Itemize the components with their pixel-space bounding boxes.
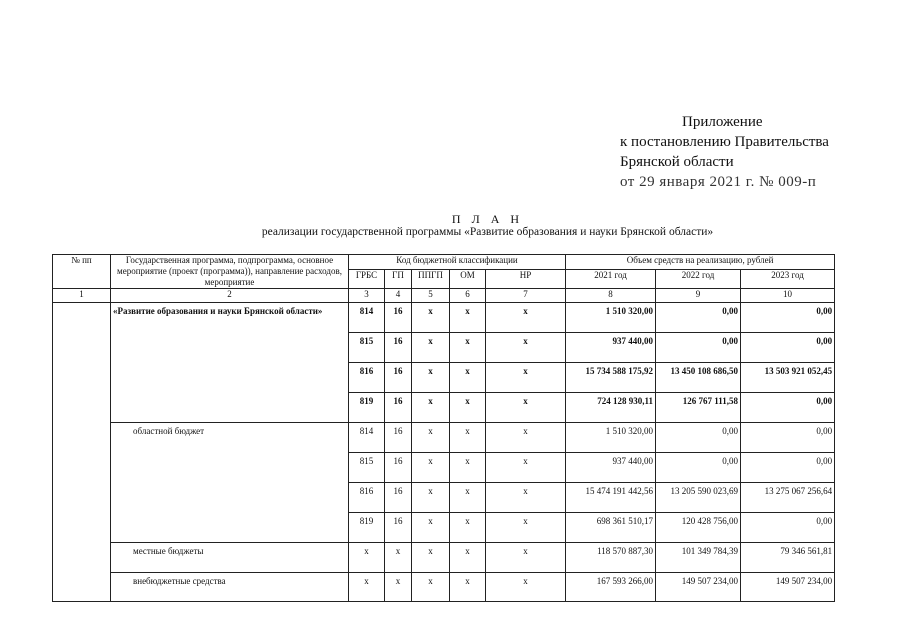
gp-cell: 16 — [385, 483, 412, 513]
nr-cell: х — [486, 423, 566, 453]
ppgp-cell: х — [412, 393, 450, 423]
amount-2022: 0,00 — [656, 423, 741, 453]
amount-2023: 0,00 — [741, 423, 835, 453]
header-om: ОМ — [450, 269, 486, 288]
amount-2023: 13 275 067 256,64 — [741, 483, 835, 513]
amount-2021: 118 570 887,30 — [566, 543, 656, 573]
amount-2022: 0,00 — [656, 333, 741, 363]
om-cell: х — [450, 483, 486, 513]
gp-cell: 16 — [385, 453, 412, 483]
ppgp-cell: х — [412, 303, 450, 333]
col-number: 6 — [450, 289, 486, 303]
gp-cell: 16 — [385, 333, 412, 363]
table-row — [53, 423, 835, 453]
row-number-cell — [53, 303, 111, 602]
header-2022: 2022 год — [656, 269, 741, 288]
amount-2021: 937 440,00 — [566, 333, 656, 363]
plan-title: П Л А Н — [451, 212, 524, 226]
gp-cell: 16 — [385, 393, 412, 423]
grbs-cell: х — [349, 573, 385, 602]
amount-2021: 724 128 930,11 — [566, 393, 656, 423]
amount-2023: 0,00 — [741, 393, 835, 423]
grbs-cell: 814 — [349, 303, 385, 333]
appendix-date-number: от 29 января 2021 г. № 009-п — [620, 174, 817, 190]
om-cell: х — [450, 513, 486, 543]
col-number: 7 — [486, 289, 566, 303]
om-cell: х — [450, 423, 486, 453]
plan-subtitle: реализации государственной программы «Развитие образования и науки Брянской области» — [261, 226, 714, 238]
nr-cell: х — [486, 543, 566, 573]
program-label: «Развитие образования и науки Брянской области» — [111, 303, 349, 423]
amount-2022: 120 428 756,00 — [656, 513, 741, 543]
header-2023: 2023 год — [741, 269, 835, 288]
amount-2023: 0,00 — [741, 333, 835, 363]
gp-cell: 16 — [385, 423, 412, 453]
program-label: местные бюджеты — [111, 543, 349, 573]
col-number: 1 — [53, 289, 111, 303]
ppgp-cell: х — [412, 513, 450, 543]
header-program: Государственная программа, подпрограмма, основное мероприятие (проект (программа)), направление расходов, мероприятие — [111, 255, 349, 289]
amount-2022: 126 767 111,58 — [656, 393, 741, 423]
header-nr: НР — [486, 269, 566, 288]
grbs-cell: 819 — [349, 513, 385, 543]
header-gp: ГП — [385, 269, 412, 288]
amount-2022: 0,00 — [656, 453, 741, 483]
col-number: 4 — [385, 289, 412, 303]
ppgp-cell: х — [412, 423, 450, 453]
header-grbs: ГРБС — [349, 269, 385, 288]
amount-2022: 13 450 108 686,50 — [656, 363, 741, 393]
col-number: 3 — [349, 289, 385, 303]
header-volume: Объем средств на реализацию, рублей — [566, 255, 835, 270]
om-cell: х — [450, 303, 486, 333]
ppgp-cell: х — [412, 483, 450, 513]
col-number: 9 — [656, 289, 741, 303]
nr-cell: х — [486, 573, 566, 602]
om-cell: х — [450, 363, 486, 393]
amount-2023: 149 507 234,00 — [741, 573, 835, 602]
ppgp-cell: х — [412, 573, 450, 602]
amount-2023: 0,00 — [741, 513, 835, 543]
gp-cell: 16 — [385, 303, 412, 333]
grbs-cell: 819 — [349, 393, 385, 423]
ppgp-cell: х — [412, 543, 450, 573]
amount-2023: 0,00 — [741, 453, 835, 483]
amount-2022: 13 205 590 023,69 — [656, 483, 741, 513]
amount-2021: 15 474 191 442,56 — [566, 483, 656, 513]
amount-2021: 15 734 588 175,92 — [566, 363, 656, 393]
header-ppgp: ППГП — [412, 269, 450, 288]
gp-cell: 16 — [385, 513, 412, 543]
grbs-cell: х — [349, 543, 385, 573]
amount-2022: 149 507 234,00 — [656, 573, 741, 602]
col-number: 10 — [741, 289, 835, 303]
grbs-cell: 815 — [349, 333, 385, 363]
amount-2021: 698 361 510,17 — [566, 513, 656, 543]
header-num: № пп — [53, 255, 111, 289]
plan-table-body — [53, 303, 835, 602]
program-label: внебюджетные средства — [111, 573, 349, 602]
om-cell: х — [450, 333, 486, 363]
header-2021: 2021 год — [566, 269, 656, 288]
col-number: 5 — [412, 289, 450, 303]
nr-cell: х — [486, 393, 566, 423]
ppgp-cell: х — [412, 333, 450, 363]
appendix-title: Приложение — [682, 114, 763, 130]
gp-cell: х — [385, 543, 412, 573]
appendix-region: Брянской области — [620, 154, 734, 170]
om-cell: х — [450, 393, 486, 423]
amount-2022: 101 349 784,39 — [656, 543, 741, 573]
col-number: 8 — [566, 289, 656, 303]
gp-cell: х — [385, 573, 412, 602]
appendix-block — [620, 112, 829, 192]
nr-cell: х — [486, 513, 566, 543]
grbs-cell: 816 — [349, 483, 385, 513]
table-row — [53, 573, 835, 602]
amount-2022: 0,00 — [656, 303, 741, 333]
col-number: 2 — [111, 289, 349, 303]
nr-cell: х — [486, 303, 566, 333]
nr-cell: х — [486, 453, 566, 483]
amount-2023: 13 503 921 052,45 — [741, 363, 835, 393]
grbs-cell: 814 — [349, 423, 385, 453]
om-cell: х — [450, 453, 486, 483]
nr-cell: х — [486, 363, 566, 393]
amount-2023: 79 346 561,81 — [741, 543, 835, 573]
table-row — [53, 543, 835, 573]
amount-2021: 167 593 266,00 — [566, 573, 656, 602]
amount-2023: 0,00 — [741, 303, 835, 333]
om-cell: х — [450, 573, 486, 602]
table-row — [53, 303, 835, 333]
ppgp-cell: х — [412, 363, 450, 393]
header-kbk: Код бюджетной классификации — [349, 255, 566, 270]
grbs-cell: 816 — [349, 363, 385, 393]
appendix-resolution: к постановлению Правительства — [620, 134, 829, 150]
ppgp-cell: х — [412, 453, 450, 483]
nr-cell: х — [486, 483, 566, 513]
grbs-cell: 815 — [349, 453, 385, 483]
amount-2021: 937 440,00 — [566, 453, 656, 483]
gp-cell: 16 — [385, 363, 412, 393]
om-cell: х — [450, 543, 486, 573]
program-label: областной бюджет — [111, 423, 349, 543]
amount-2021: 1 510 320,00 — [566, 423, 656, 453]
amount-2021: 1 510 320,00 — [566, 303, 656, 333]
nr-cell: х — [486, 333, 566, 363]
plan-table — [52, 254, 835, 602]
